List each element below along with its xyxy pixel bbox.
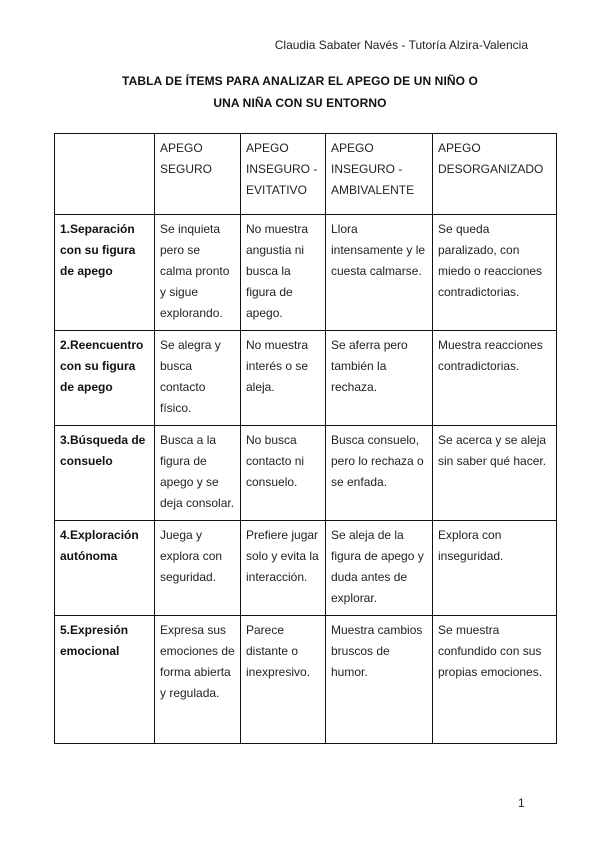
page-number: 1 bbox=[518, 796, 525, 810]
table-cell: Se acerca y se aleja sin saber qué hacer. bbox=[433, 426, 557, 521]
row-item-label: 1.Separación con su figura de apego bbox=[55, 215, 155, 331]
table-cell: Busca consuelo, pero lo rechaza o se enfada. bbox=[326, 426, 433, 521]
table-row bbox=[55, 616, 557, 744]
table-row bbox=[55, 426, 557, 521]
table-cell: Prefiere jugar solo y evita la interacción. bbox=[241, 521, 326, 616]
header-cell-empty bbox=[55, 134, 155, 215]
attachment-items-table bbox=[54, 133, 557, 744]
row-item-label: 2.Reencuentro con su figura de apego bbox=[55, 331, 155, 426]
table-cell: Muestra cambios bruscos de humor. bbox=[326, 616, 433, 744]
document-title bbox=[0, 70, 600, 114]
header-cell-disorganized: APEGO DESORGANIZADO bbox=[433, 134, 557, 215]
row-item-label: 4.Exploración autónoma bbox=[55, 521, 155, 616]
table-cell: Se queda paralizado, con miedo o reacciones contradictorias. bbox=[433, 215, 557, 331]
header-cell-avoidant: APEGO INSEGURO - EVITATIVO bbox=[241, 134, 326, 215]
table-row bbox=[55, 331, 557, 426]
table-cell: Llora intensamente y le cuesta calmarse. bbox=[326, 215, 433, 331]
table-cell: Parece distante o inexpresivo. bbox=[241, 616, 326, 744]
header-author: Claudia Sabater Navés - Tutoría Alzira-Valencia bbox=[274, 38, 528, 52]
table-row bbox=[55, 521, 557, 616]
header-cell-ambivalent: APEGO INSEGURO - AMBIVALENTE bbox=[326, 134, 433, 215]
table-cell: Se aferra pero también la rechaza. bbox=[326, 331, 433, 426]
table-row bbox=[55, 215, 557, 331]
header-cell-secure: APEGO SEGURO bbox=[155, 134, 241, 215]
row-item-label: 5.Expresión emocional bbox=[55, 616, 155, 744]
table-cell: Expresa sus emociones de forma abierta y regulada. bbox=[155, 616, 241, 744]
table-header-row bbox=[55, 134, 557, 215]
table-cell: Se aleja de la figura de apego y duda antes de explorar. bbox=[326, 521, 433, 616]
table-cell: No busca contacto ni consuelo. bbox=[241, 426, 326, 521]
table-cell: No muestra interés o se aleja. bbox=[241, 331, 326, 426]
table-cell: Muestra reacciones contradictorias. bbox=[433, 331, 557, 426]
table-cell: Juega y explora con seguridad. bbox=[155, 521, 241, 616]
table-cell: Se inquieta pero se calma pronto y sigue explorando. bbox=[155, 215, 241, 331]
table-cell: Explora con inseguridad. bbox=[433, 521, 557, 616]
row-item-label: 3.Búsqueda de consuelo bbox=[55, 426, 155, 521]
title-line-1: TABLA DE ÍTEMS PARA ANALIZAR EL APEGO DE UN NIÑO O bbox=[122, 74, 478, 88]
table-cell: Se muestra confundido con sus propias emociones. bbox=[433, 616, 557, 744]
title-line-2: UNA NIÑA CON SU ENTORNO bbox=[213, 96, 387, 110]
table-cell: Se alegra y busca contacto físico. bbox=[155, 331, 241, 426]
table-cell: Busca a la figura de apego y se deja consolar. bbox=[155, 426, 241, 521]
table-cell: No muestra angustia ni busca la figura de apego. bbox=[241, 215, 326, 331]
